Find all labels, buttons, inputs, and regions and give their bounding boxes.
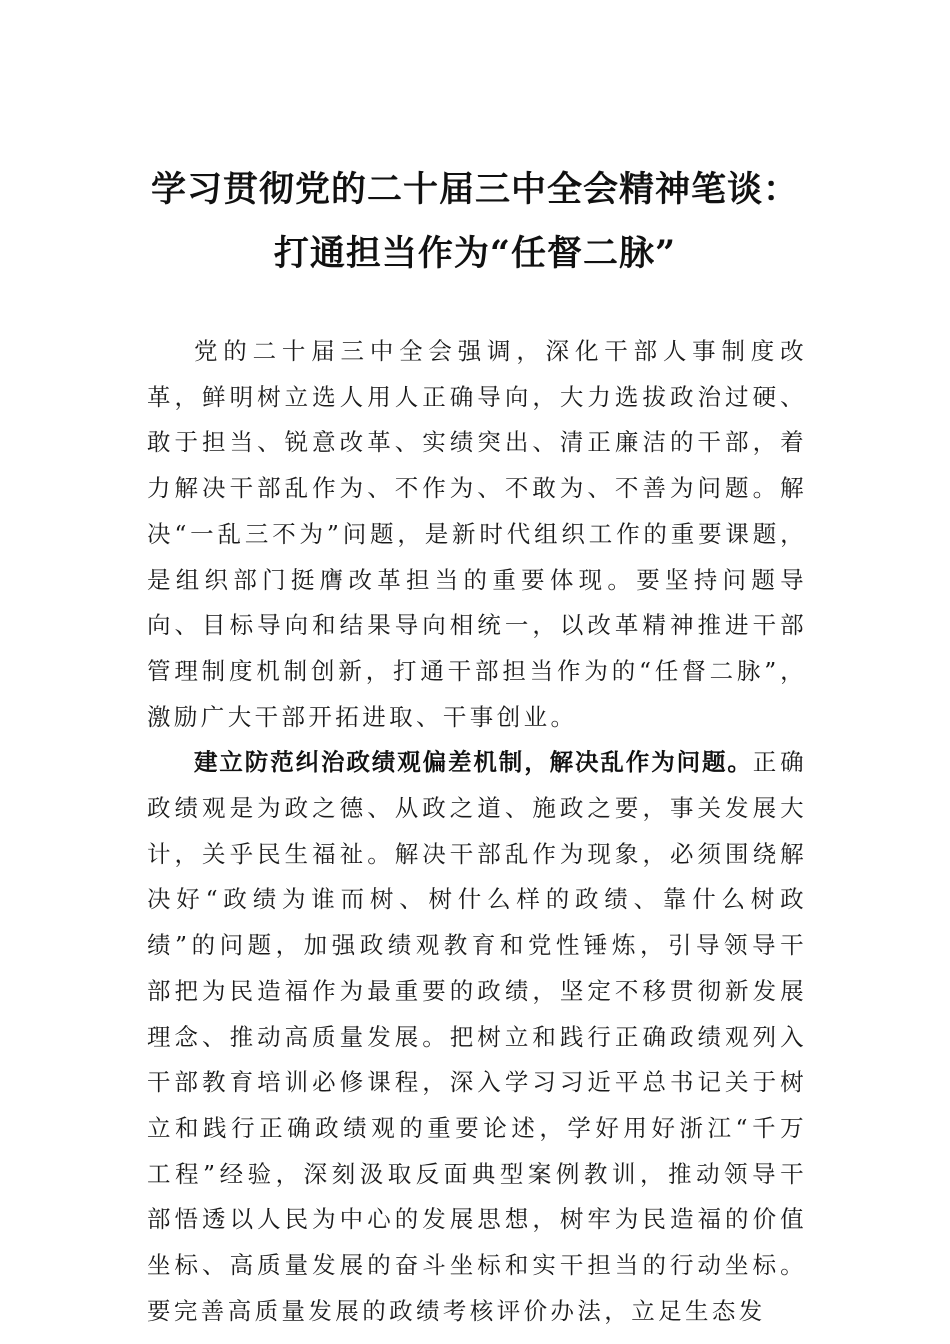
title-line-2: 打通担当作为“任督二脉”	[273, 233, 677, 274]
document-body	[147, 329, 807, 1334]
paragraph-intro-text: 党的二十届三中全会强调，深化干部人事制度改革，鲜明树立选人用人正确导向，大力选拔政治过硬、敢于担当、锐意改革、实绩突出、清正廉洁的干部，着力解决干部乱作为、不作为、不敢为、不善为问题。解决“一乱三不为”问题，是新时代组织工作的重要课题，是组织部门挺膺改革担当的重要体现。要坚持问题导向、目标导向和结果导向相统一，以改革精神推进干部管理制度机制创新，打通干部担当作为的“任督二脉”，激励广大干部开拓进取、干事创业。	[147, 337, 807, 731]
section-1-text: 正确政绩观是为政之德、从政之道、施政之要，事关发展大计，关乎民生福祉。解决干部乱作为现象，必须围绕解决好“政绩为谁而树、树什么样的政绩、靠什么树政绩”的问题，加强政绩观教育和党性锤炼，引导领导干部把为民造福作为最重要的政绩，坚定不移贯彻新发展理念、推动高质量发展。把树立和践行正确政绩观列入干部教育培训必修课程，深入学习习近平总书记关于树立和践行正确政绩观的重要论述，学好用好浙江“千万工程”经验，深刻汲取反面典型案例教训，推动领导干部悟透以人民为中心的发展思想，树牢为民造福的价值坐标、高质量发展的奋斗坐标和实干担当的行动坐标。要完善高质量发展的政绩考核评价办法，立足生态发	[147, 748, 807, 1325]
title-line-1: 学习贯彻党的二十届三中全会精神笔谈：	[150, 169, 799, 210]
paragraph-section-1	[147, 740, 807, 1334]
document-title	[0, 158, 950, 286]
paragraph-intro	[147, 329, 807, 740]
section-1-heading: 建立防范纠治政绩观偏差机制，解决乱作为问题。	[194, 748, 753, 777]
